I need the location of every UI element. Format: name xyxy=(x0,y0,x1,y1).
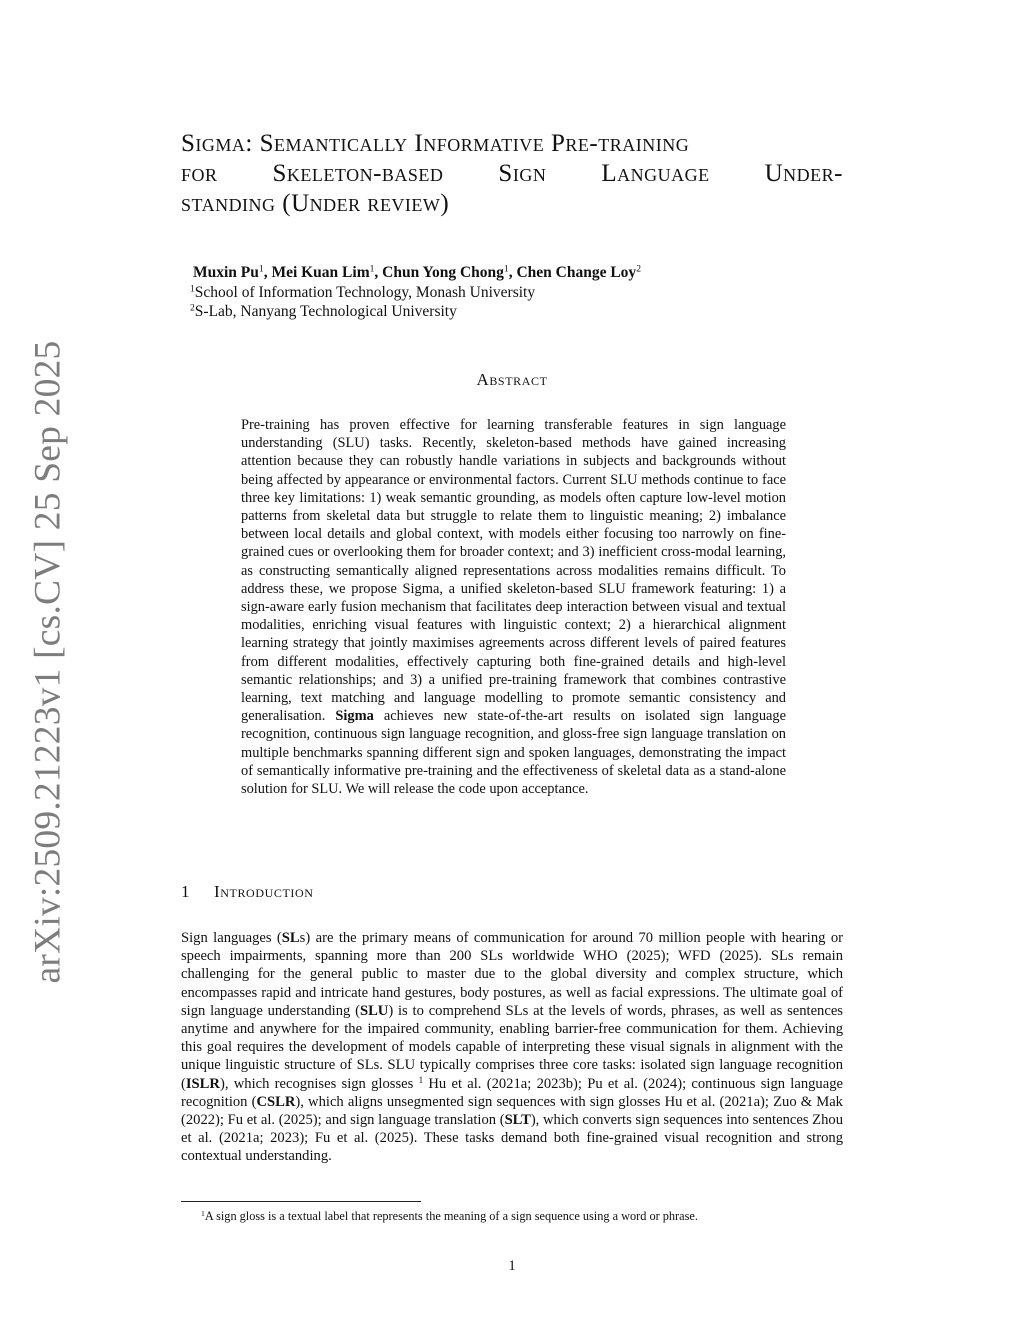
intro-term: SL xyxy=(281,930,300,946)
footnote-text: A sign gloss is a textual label that represents the meaning of a sign sequence using a word or phrase. xyxy=(204,1209,698,1223)
title-line-3: standing (Under review) xyxy=(181,190,450,217)
intro-text: ) is to comprehend SLs at the levels of words, phrases, as well as sentences anytime and anywhere for the impaired community, enabling barrier-free communication for them. Achieving this goal requires the development of models capable of interpreting these visual signals in alignment with the unique linguistic structure of SLs. SLU typically comprises three core tasks: isolated sign language recognition ( xyxy=(181,1002,843,1092)
intro-term: CSLR xyxy=(256,1093,296,1110)
affiliation-mark: 1 xyxy=(258,263,264,275)
section-number: 1 xyxy=(181,882,191,901)
intro-text: ), which aligns unsegmented sign sequences with sign glosses Hu et al. (2021a); Zuo & Mak (2022); Fu et al. (2025); and sign language translation ( xyxy=(181,1093,843,1129)
footnote-reference[interactable]: 1 xyxy=(418,1074,424,1085)
affiliation-mark: 1 xyxy=(503,263,509,275)
affiliation-text: School of Information Technology, Monash University xyxy=(194,284,536,301)
author-name: Mei Kuan Lim xyxy=(271,264,370,281)
introduction-paragraph xyxy=(181,929,843,1166)
intro-text: s) are the primary means of communication for around 70 million people with hearing or speech impairments, spanning more than 200 SLs worldwide WHO (2025); WFD (2025). SLs remain challenging for the general public to master due to the global diversity and complex structure, which encompasses rapid and intricate hand gestures, body postures, as well as facial expressions. The ultimate goal of sign language understanding ( xyxy=(181,930,843,1019)
title-line-2: for Skeleton-based Sign Language Under- xyxy=(181,160,843,187)
title-line-1: Sigma: Semantically Informative Pre-training xyxy=(181,130,690,157)
section-heading-introduction xyxy=(181,882,314,902)
author-name: Chen Change Loy xyxy=(516,264,637,281)
author-name: Muxin Pu xyxy=(193,264,259,281)
intro-term: SLT xyxy=(504,1112,531,1129)
affiliation-mark: 2 xyxy=(190,302,195,314)
footnote-divider xyxy=(181,1201,421,1202)
intro-text: Sign languages ( xyxy=(181,930,282,946)
intro-text: Hu et al. (2021a; 2023b); Pu et al. (2024); continuous sign language recognition ( xyxy=(181,1075,843,1110)
affiliation-2 xyxy=(190,303,457,321)
abstract-method-name: Sigma xyxy=(335,708,374,725)
abstract-body xyxy=(241,416,786,798)
page-number: 1 xyxy=(508,1258,516,1274)
footnote-mark: 1 xyxy=(201,1208,205,1218)
arxiv-identifier-stamp: arXiv:2509.21223v1 [cs.CV] 25 Sep 2025 xyxy=(27,340,69,984)
footnote xyxy=(201,1209,698,1224)
author-name: Chun Yong Chong xyxy=(382,264,504,281)
abstract-text-continued: achieves new state-of-the-art results on isolated sign language recognition, continuous sign language recognition, and gloss-free sign language translation on multiple benchmarks spanning different sign and spoken languages, demonstrating the impact of semantically informative pre-training and the effectiveness of skeletal data as a stand-alone solution for SLU. We will release the code upon acceptance. xyxy=(241,708,786,798)
abstract-text: Pre-training has proven effective for learning transferable features in sign language understanding (SLU) tasks. Recently, skeleton-based methods have gained increasing attention because they can robustly handle variations in subjects and backgrounds without being affected by appearance or environmental factors. Current SLU methods continue to face three key limitations: 1) weak semantic grounding, as models often capture low-level motion patterns from skeletal data but struggle to relate them to linguistic meaning; 2) imbalance between local details and global context, with models either focusing too narrowly on fine-grained cues or overlooking them for broader context; and 3) inefficient cross-modal learning, as constructing semantically aligned representations across modalities remains difficult. To address these, we propose Sigma, a unified skeleton-based SLU framework featuring: 1) a sign-aware early fusion mechanism that facilitates deep interaction between visual and textual modalities, enriching visual features with linguistic context; 2) a hierarchical alignment learning strategy that jointly maximises agreements across different levels of paired features from different modalities, effectively capturing both fine-grained details and high-level semantic relationships; and 3) a unified pre-training framework that combines contrastive learning, text matching and language modelling to promote semantic consistency and generalisation. xyxy=(241,417,786,725)
intro-term: SLU xyxy=(359,1002,389,1019)
intro-text: ), which recognises sign glosses xyxy=(219,1075,419,1092)
affiliation-1 xyxy=(190,284,535,302)
abstract-heading: Abstract xyxy=(476,370,548,389)
author-list: Muxin Pu$^1$, Mei Kuan Lim$^1$, Chun Yong Chong$^1$, Chen Change Loy$^2$ xyxy=(193,263,641,281)
section-title: Introduction xyxy=(214,882,314,901)
affiliation-mark: 1 xyxy=(369,263,375,275)
intro-text: ), which converts sign sequences into sentences Zhou et al. (2021a; 2023); Fu et al. (2025). These tasks demand both fine-grained visual recognition and strong contextual understanding. xyxy=(181,1112,843,1165)
affiliation-text: S-Lab, Nanyang Technological University xyxy=(194,303,457,320)
affiliation-mark: 2 xyxy=(636,263,641,275)
intro-term: ISLR xyxy=(185,1075,220,1092)
affiliation-mark: 1 xyxy=(190,283,195,295)
paper-title xyxy=(181,129,843,219)
